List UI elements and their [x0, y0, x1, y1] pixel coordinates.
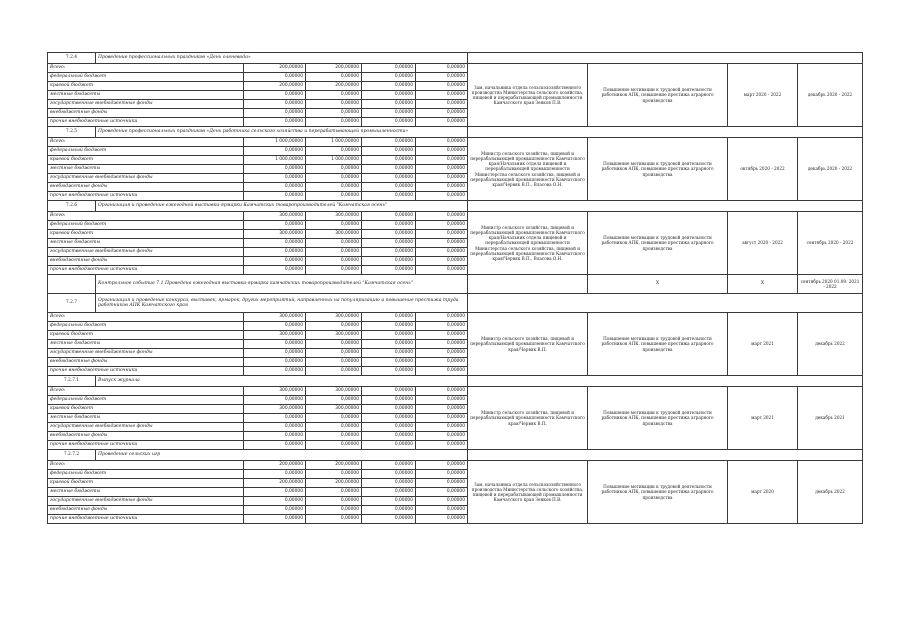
amount-cell: 0,00000 [306, 192, 362, 201]
amount-cell: 0,00000 [362, 515, 416, 524]
amount-cell: 0,00000 [306, 73, 362, 82]
amount-cell: 0,00000 [306, 183, 362, 192]
row-label: государственные внебюджетные фонды [48, 349, 244, 358]
amount-cell: 300,00000 [244, 331, 306, 340]
amount-cell: 0,00000 [306, 340, 362, 349]
amount-cell: 0,00000 [362, 156, 416, 165]
amount-cell: 0,00000 [362, 322, 416, 331]
section-header-row [48, 294, 863, 313]
amount-cell: 0,00000 [362, 100, 416, 109]
row-label: внебюджетные фонды [48, 183, 244, 192]
amount-cell: 0,00000 [244, 221, 306, 230]
amount-cell: 0,00000 [416, 331, 468, 340]
amount-cell: 0,00000 [306, 165, 362, 174]
budget-table [47, 52, 863, 524]
amount-cell: 0,00000 [244, 266, 306, 275]
amount-cell: 0,00000 [306, 515, 362, 524]
amount-cell: 0,00000 [244, 506, 306, 515]
start-date-cell: октябрь 2020 - 2022 [728, 138, 798, 201]
row-label: местные бюджеты [48, 340, 244, 349]
table-row [48, 64, 863, 73]
amount-cell: 0,00000 [416, 479, 468, 488]
amount-cell: 0,00000 [244, 497, 306, 506]
amount-cell: 0,00000 [416, 322, 468, 331]
row-label: краевой бюджет [48, 331, 244, 340]
row-label: внебюджетные фонды [48, 432, 244, 441]
row-label: государственные внебюджетные фонды [48, 423, 244, 432]
amount-cell: 0,00000 [362, 488, 416, 497]
responsible-cell: Зам. начальника отдела сельскохозяйственного производства Министерства сельского хозяйства, пищевой и перерабатывающей промышленности Камчатского края Зенков П.В. [468, 461, 588, 524]
amount-cell: 0,00000 [362, 109, 416, 118]
row-label: краевой бюджет [48, 479, 244, 488]
amount-cell: 0,00000 [306, 239, 362, 248]
amount-cell: 0,00000 [416, 100, 468, 109]
row-label: внебюджетные фонды [48, 506, 244, 515]
row-label: прочие внебюджетные источники [48, 192, 244, 201]
amount-cell: 0,00000 [244, 488, 306, 497]
row-label: краевой бюджет [48, 230, 244, 239]
blank-cell [468, 450, 863, 461]
amount-cell: 0,00000 [416, 64, 468, 73]
amount-cell: 0,00000 [306, 358, 362, 367]
amount-cell: 0,00000 [416, 221, 468, 230]
amount-cell: 0,00000 [244, 367, 306, 376]
amount-cell: 0,00000 [416, 118, 468, 127]
amount-cell: 0,00000 [306, 488, 362, 497]
amount-cell: 200,00000 [306, 479, 362, 488]
amount-cell: 0,00000 [306, 248, 362, 257]
amount-cell: 0,00000 [244, 441, 306, 450]
row-label: Всего: [48, 387, 244, 396]
row-label: федеральный бюджет [48, 470, 244, 479]
amount-cell: 0,00000 [416, 230, 468, 239]
responsible-cell: Зам. начальника отдела сельскохозяйственного производства Министерства сельского хозяйства, пищевой и перерабатывающей промышленности Камчатского края Зенков П.В. [468, 64, 588, 127]
amount-cell: 0,00000 [416, 488, 468, 497]
row-label: местные бюджеты [48, 165, 244, 174]
amount-cell: 0,00000 [362, 239, 416, 248]
amount-cell: 0,00000 [362, 183, 416, 192]
amount-cell: 0,00000 [244, 432, 306, 441]
row-label: краевой бюджет [48, 82, 244, 91]
end-date-cell: декабрь 2022 [798, 461, 863, 524]
row-label: внебюджетные фонды [48, 358, 244, 367]
responsible-cell: Министр сельского хозяйства, пищевой и перерабатывающей промышленности Камчатского края/Начальник отдела пищевой и перерабатывающей промышленности Министерства сельского хозяйства, пищевой и перерабатывающей промышленности Камчатского края/Червяк В.П., Власова О.Н. [468, 212, 588, 275]
amount-cell: 200,00000 [306, 461, 362, 470]
amount-cell: 0,00000 [244, 423, 306, 432]
row-label: государственные внебюджетные фонды [48, 497, 244, 506]
row-label: федеральный бюджет [48, 221, 244, 230]
amount-cell: 200,00000 [244, 82, 306, 91]
amount-cell: 0,00000 [416, 248, 468, 257]
amount-cell: 0,00000 [362, 387, 416, 396]
amount-cell: 0,00000 [416, 257, 468, 266]
result-cell: Повышение мотивации к трудовой деятельности работников АПК, повышение престижа аграрного производства [588, 212, 728, 275]
amount-cell: 0,00000 [244, 248, 306, 257]
amount-cell: 0,00000 [416, 147, 468, 156]
amount-cell: 1 000,00000 [306, 156, 362, 165]
section-title: Организация и проведение ежегодной выставки-ярмарки Камчатских товаропроизводителей "Камчатская осень" [96, 201, 468, 212]
section-code: 7.2.7.2 [48, 450, 96, 461]
responsible-cell: Министр сельского хозяйства, пищевой и перерабатывающей промышленности Камчатского края/Червяк В.П. [468, 313, 588, 376]
amount-cell: 0,00000 [362, 349, 416, 358]
amount-cell: 0,00000 [416, 165, 468, 174]
section-code: 7.2.5 [48, 127, 96, 138]
amount-cell: 0,00000 [362, 461, 416, 470]
amount-cell: 0,00000 [416, 414, 468, 423]
amount-cell: 0,00000 [244, 165, 306, 174]
row-label: Всего: [48, 64, 244, 73]
amount-cell: 0,00000 [244, 340, 306, 349]
amount-cell: 0,00000 [362, 414, 416, 423]
amount-cell: 0,00000 [416, 183, 468, 192]
amount-cell: 0,00000 [306, 367, 362, 376]
amount-cell: 0,00000 [362, 396, 416, 405]
amount-cell: 0,00000 [306, 266, 362, 275]
section-code: 7.2.6 [48, 201, 96, 212]
event-dates: сентябрь 2020 01.09. 2021 - 2022 [798, 275, 863, 294]
row-label: государственные внебюджетные фонды [48, 248, 244, 257]
result-cell: Повышение мотивации к трудовой деятельности работников АПК, повышение престижа аграрного производства [588, 313, 728, 376]
amount-cell: 0,00000 [306, 414, 362, 423]
amount-cell: 300,00000 [306, 212, 362, 221]
section-header-row [48, 376, 863, 387]
end-date-cell: декабрь 2022 [798, 313, 863, 376]
amount-cell: 0,00000 [362, 331, 416, 340]
end-date-cell: декабрь 2021 [798, 387, 863, 450]
amount-cell: 0,00000 [416, 239, 468, 248]
amount-cell: 0,00000 [306, 441, 362, 450]
amount-cell: 300,00000 [244, 212, 306, 221]
section-code: 7.2.4 [48, 53, 96, 64]
row-label: местные бюджеты [48, 488, 244, 497]
amount-cell: 0,00000 [416, 340, 468, 349]
amount-cell: 0,00000 [416, 174, 468, 183]
row-label: краевой бюджет [48, 156, 244, 165]
blank-cell [468, 294, 863, 313]
amount-cell: 0,00000 [306, 221, 362, 230]
section-header-row [48, 127, 863, 138]
amount-cell: 200,00000 [306, 82, 362, 91]
amount-cell: 0,00000 [362, 192, 416, 201]
control-event-text: Контрольное событие 7.1 Проведена ежегодная выставка-ярмарка камчатских товаропроизводителей "Камчатская осень" [96, 275, 468, 294]
section-title: Выпуск журнала [96, 376, 468, 387]
amount-cell: 0,00000 [416, 396, 468, 405]
amount-cell: 300,00000 [306, 387, 362, 396]
table-row [48, 212, 863, 221]
amount-cell: 0,00000 [416, 506, 468, 515]
amount-cell: 0,00000 [306, 349, 362, 358]
blank-cell [468, 53, 863, 64]
amount-cell: 0,00000 [416, 138, 468, 147]
row-label: местные бюджеты [48, 239, 244, 248]
amount-cell: 1 000,00000 [244, 156, 306, 165]
end-date-cell: декабрь 2020 - 2022 [798, 64, 863, 127]
amount-cell: 0,00000 [362, 340, 416, 349]
amount-cell: 0,00000 [416, 192, 468, 201]
amount-cell: 0,00000 [416, 405, 468, 414]
blank-cell [468, 201, 863, 212]
row-label: местные бюджеты [48, 91, 244, 100]
row-label: Всего: [48, 212, 244, 221]
amount-cell: 0,00000 [306, 470, 362, 479]
amount-cell: 0,00000 [416, 461, 468, 470]
row-label: федеральный бюджет [48, 322, 244, 331]
amount-cell: 0,00000 [362, 221, 416, 230]
amount-cell: 0,00000 [416, 432, 468, 441]
amount-cell: 300,00000 [244, 405, 306, 414]
row-label: Всего: [48, 313, 244, 322]
blank-cell [468, 275, 588, 294]
table-row [48, 138, 863, 147]
amount-cell: 0,00000 [244, 358, 306, 367]
amount-cell: 0,00000 [416, 470, 468, 479]
row-label: краевой бюджет [48, 405, 244, 414]
table-row [48, 387, 863, 396]
amount-cell: 0,00000 [416, 313, 468, 322]
row-label: прочие внебюджетные источники [48, 515, 244, 524]
amount-cell: 300,00000 [306, 331, 362, 340]
amount-cell: 0,00000 [244, 91, 306, 100]
responsible-cell: Министр сельского хозяйства, пищевой и перерабатывающей промышленности Камчатского края/Червяк В.П. [468, 387, 588, 450]
amount-cell: 0,00000 [362, 367, 416, 376]
amount-cell: 0,00000 [362, 257, 416, 266]
amount-cell: 0,00000 [306, 174, 362, 183]
section-code: 7.2.7 [48, 294, 96, 313]
row-label: федеральный бюджет [48, 147, 244, 156]
section-title: Проведение сельских игр [96, 450, 468, 461]
amount-cell: 200,00000 [244, 461, 306, 470]
result-cell: Повышение мотивации к трудовой деятельности работников АПК, повышение престижа аграрного производства [588, 64, 728, 127]
blank-cell [48, 275, 96, 294]
row-label: федеральный бюджет [48, 73, 244, 82]
amount-cell: 0,00000 [362, 470, 416, 479]
x-mark: X [588, 275, 728, 294]
amount-cell: 0,00000 [306, 497, 362, 506]
blank-cell [468, 127, 863, 138]
amount-cell: 0,00000 [244, 257, 306, 266]
start-date-cell: март 2020 - 2022 [728, 64, 798, 127]
amount-cell: 0,00000 [416, 109, 468, 118]
amount-cell: 0,00000 [306, 322, 362, 331]
amount-cell: 0,00000 [416, 349, 468, 358]
result-cell: Повышение мотивации к трудовой деятельности работников АПК, повышение престижа аграрного производства [588, 138, 728, 201]
amount-cell: 1 000,00000 [244, 138, 306, 147]
amount-cell: 0,00000 [416, 358, 468, 367]
start-date-cell: август 2020 - 2022 [728, 212, 798, 275]
row-label: прочие внебюджетные источники [48, 118, 244, 127]
amount-cell: 0,00000 [416, 266, 468, 275]
row-label: местные бюджеты [48, 414, 244, 423]
section-header-row [48, 201, 863, 212]
section-header-row [48, 53, 863, 64]
amount-cell: 0,00000 [244, 239, 306, 248]
row-label: государственные внебюджетные фонды [48, 100, 244, 109]
amount-cell: 0,00000 [244, 100, 306, 109]
amount-cell: 0,00000 [306, 432, 362, 441]
amount-cell: 0,00000 [416, 82, 468, 91]
amount-cell: 0,00000 [416, 367, 468, 376]
amount-cell: 200,00000 [244, 64, 306, 73]
row-label: федеральный бюджет [48, 396, 244, 405]
amount-cell: 200,00000 [306, 64, 362, 73]
result-cell: Повышение мотивации к трудовой деятельности работников АПК, повышение престижа аграрного производства [588, 387, 728, 450]
amount-cell: 0,00000 [362, 405, 416, 414]
amount-cell: 0,00000 [244, 192, 306, 201]
blank-cell [468, 376, 863, 387]
amount-cell: 0,00000 [306, 100, 362, 109]
amount-cell: 0,00000 [306, 396, 362, 405]
amount-cell: 0,00000 [362, 248, 416, 257]
amount-cell: 300,00000 [244, 230, 306, 239]
amount-cell: 0,00000 [416, 423, 468, 432]
amount-cell: 0,00000 [244, 515, 306, 524]
row-label: прочие внебюджетные источники [48, 367, 244, 376]
amount-cell: 300,00000 [306, 230, 362, 239]
amount-cell: 0,00000 [362, 138, 416, 147]
amount-cell: 0,00000 [416, 73, 468, 82]
amount-cell: 0,00000 [306, 423, 362, 432]
amount-cell: 0,00000 [362, 423, 416, 432]
section-title: Проведение профессиональных праздников «День работника сельского хозяйства и перерабатывающей промышленности» [96, 127, 468, 138]
amount-cell: 0,00000 [362, 91, 416, 100]
control-event-row [48, 275, 863, 294]
amount-cell: 0,00000 [362, 358, 416, 367]
amount-cell: 0,00000 [416, 212, 468, 221]
amount-cell: 0,00000 [362, 64, 416, 73]
amount-cell: 0,00000 [244, 396, 306, 405]
end-date-cell: сентябрь 2020 - 2022 [798, 212, 863, 275]
amount-cell: 0,00000 [362, 506, 416, 515]
amount-cell: 0,00000 [362, 73, 416, 82]
start-date-cell: март 2021 [728, 313, 798, 376]
amount-cell: 0,00000 [416, 156, 468, 165]
amount-cell: 0,00000 [244, 470, 306, 479]
amount-cell: 0,00000 [244, 73, 306, 82]
amount-cell: 0,00000 [362, 497, 416, 506]
amount-cell: 0,00000 [306, 257, 362, 266]
amount-cell: 0,00000 [362, 432, 416, 441]
amount-cell: 0,00000 [362, 212, 416, 221]
amount-cell: 0,00000 [416, 91, 468, 100]
amount-cell: 0,00000 [244, 322, 306, 331]
amount-cell: 0,00000 [416, 441, 468, 450]
amount-cell: 0,00000 [244, 414, 306, 423]
end-date-cell: декабрь 2020 - 2022 [798, 138, 863, 201]
start-date-cell: март 2020 [728, 461, 798, 524]
amount-cell: 0,00000 [362, 165, 416, 174]
amount-cell: 0,00000 [362, 266, 416, 275]
row-label: прочие внебюджетные источники [48, 266, 244, 275]
row-label: государственные внебюджетные фонды [48, 174, 244, 183]
amount-cell: 0,00000 [306, 147, 362, 156]
amount-cell: 0,00000 [244, 118, 306, 127]
x-mark: X [728, 275, 798, 294]
amount-cell: 1 000,00000 [306, 138, 362, 147]
amount-cell: 0,00000 [244, 147, 306, 156]
amount-cell: 0,00000 [306, 118, 362, 127]
amount-cell: 0,00000 [362, 118, 416, 127]
amount-cell: 0,00000 [362, 82, 416, 91]
amount-cell: 0,00000 [306, 91, 362, 100]
section-header-row [48, 450, 863, 461]
amount-cell: 0,00000 [244, 183, 306, 192]
amount-cell: 0,00000 [362, 230, 416, 239]
amount-cell: 0,00000 [306, 109, 362, 118]
amount-cell: 0,00000 [362, 479, 416, 488]
amount-cell: 0,00000 [244, 174, 306, 183]
row-label: внебюджетные фонды [48, 109, 244, 118]
row-label: Всего: [48, 138, 244, 147]
amount-cell: 0,00000 [244, 109, 306, 118]
amount-cell: 0,00000 [244, 349, 306, 358]
amount-cell: 300,00000 [244, 387, 306, 396]
amount-cell: 300,00000 [306, 405, 362, 414]
section-title: Проведение профессиональных праздников «День оленевода» [96, 53, 468, 64]
table-row [48, 461, 863, 470]
row-label: прочие внебюджетные источники [48, 441, 244, 450]
amount-cell: 0,00000 [416, 497, 468, 506]
amount-cell: 0,00000 [416, 515, 468, 524]
table-row [48, 313, 863, 322]
section-code: 7.2.7.1 [48, 376, 96, 387]
amount-cell: 0,00000 [416, 387, 468, 396]
row-label: внебюджетные фонды [48, 257, 244, 266]
start-date-cell: март 2021 [728, 387, 798, 450]
amount-cell: 300,00000 [306, 313, 362, 322]
amount-cell: 0,00000 [306, 506, 362, 515]
amount-cell: 0,00000 [362, 313, 416, 322]
amount-cell: 300,00000 [244, 313, 306, 322]
responsible-cell: Министр сельского хозяйства, пищевой и перерабатывающей промышленности Камчатского края/Начальник отдела пищевой и перерабатывающей промышленности Министерства сельского хозяйства, пищевой и перерабатывающей промышленности Камчатского края/Червяк В.П., Власова О.Н. [468, 138, 588, 201]
amount-cell: 0,00000 [362, 441, 416, 450]
amount-cell: 0,00000 [362, 174, 416, 183]
row-label: Всего: [48, 461, 244, 470]
section-title: Организация и проведение конкурса, выставок, ярмарок, других мероприятий, направленных на популяризацию и повышение престижа труда работников АПК Камчатского края [96, 294, 468, 313]
amount-cell: 200,00000 [244, 479, 306, 488]
amount-cell: 0,00000 [362, 147, 416, 156]
result-cell: Повышение мотивации к трудовой деятельности работников АПК, повышение престижа аграрного производства [588, 461, 728, 524]
